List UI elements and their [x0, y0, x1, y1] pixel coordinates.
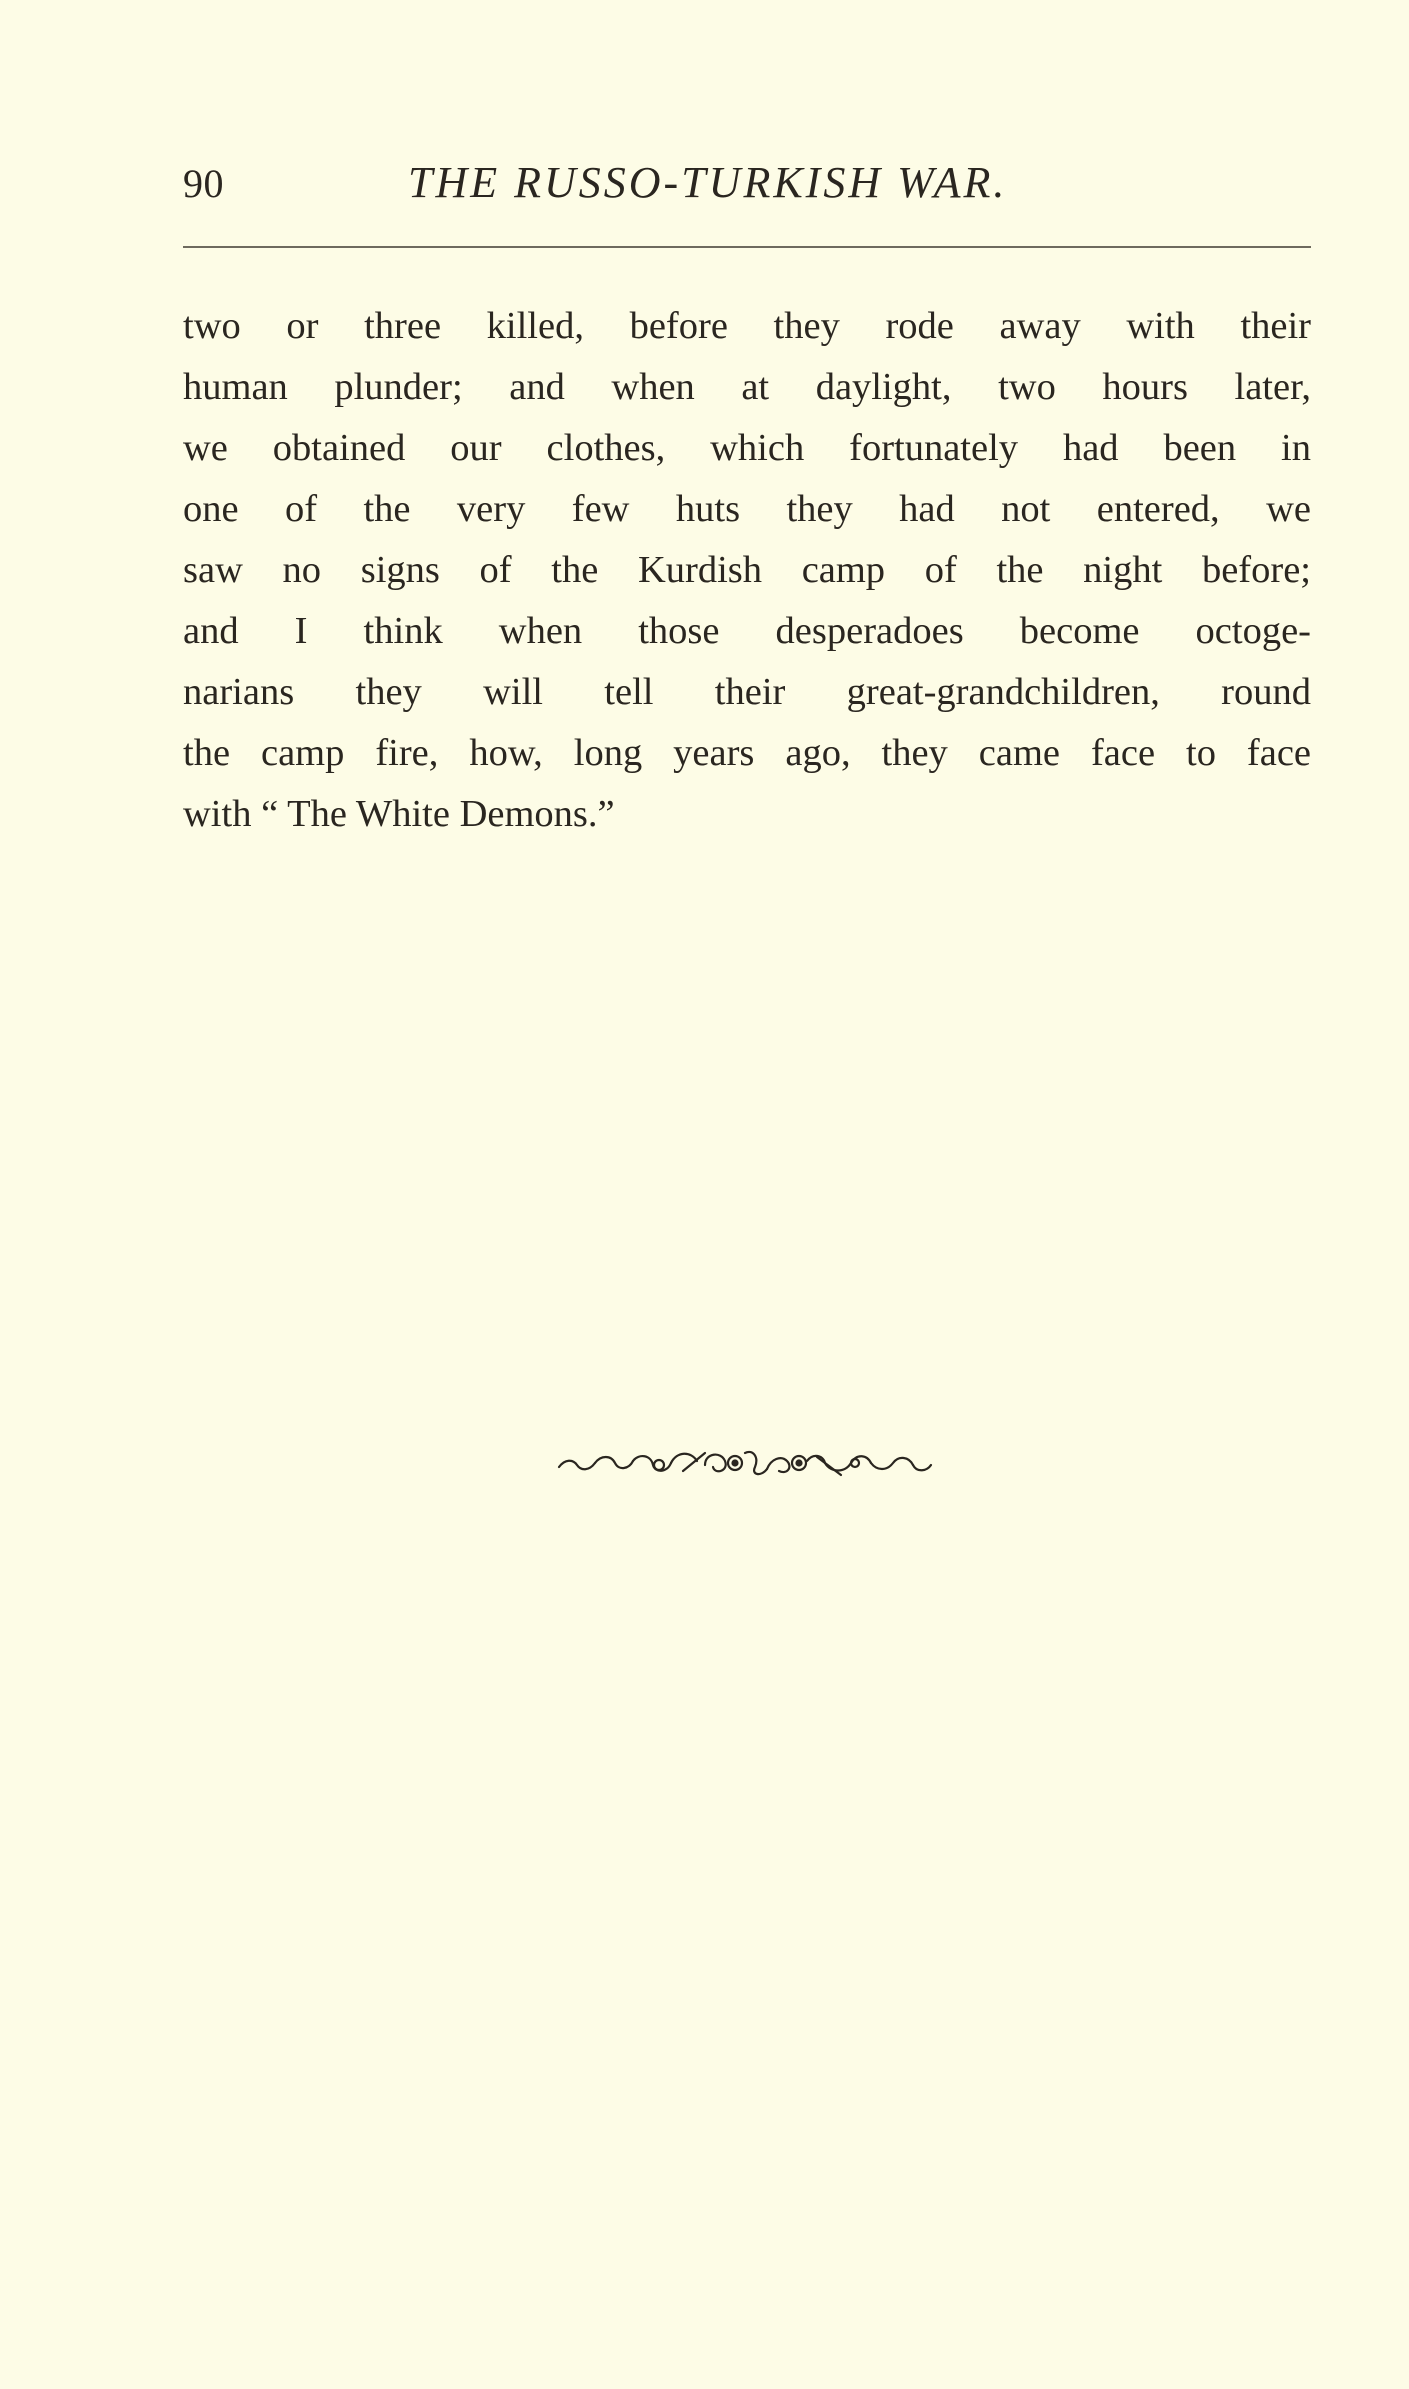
text-line: two or three killed, before they rode away with their: [183, 305, 1311, 347]
text-line: human plunder; and when at daylight, two hours later,: [183, 366, 1311, 408]
text-line: we obtained our clothes, which fortunately had been in: [183, 427, 1311, 469]
tailpiece-ornament-icon: [555, 1445, 935, 1485]
page-header: [183, 150, 1311, 210]
text-line: one of the very few huts they had not entered, we: [183, 488, 1311, 530]
text-line: saw no signs of the Kurdish camp of the night before;: [183, 549, 1311, 591]
text-line: and I think when those desperadoes become octoge-: [183, 610, 1311, 652]
body-text: [183, 296, 1311, 845]
text-line: the camp fire, how, long years ago, they came face to face: [183, 732, 1311, 774]
text-line: narians they will tell their great-grandchildren, round: [183, 671, 1311, 713]
page-number: 90: [183, 161, 224, 206]
header-rule: [183, 246, 1311, 248]
text-line-last: with “ The White Demons.”: [183, 793, 615, 835]
running-title: THE RUSSO-TURKISH WAR.: [408, 158, 1008, 207]
